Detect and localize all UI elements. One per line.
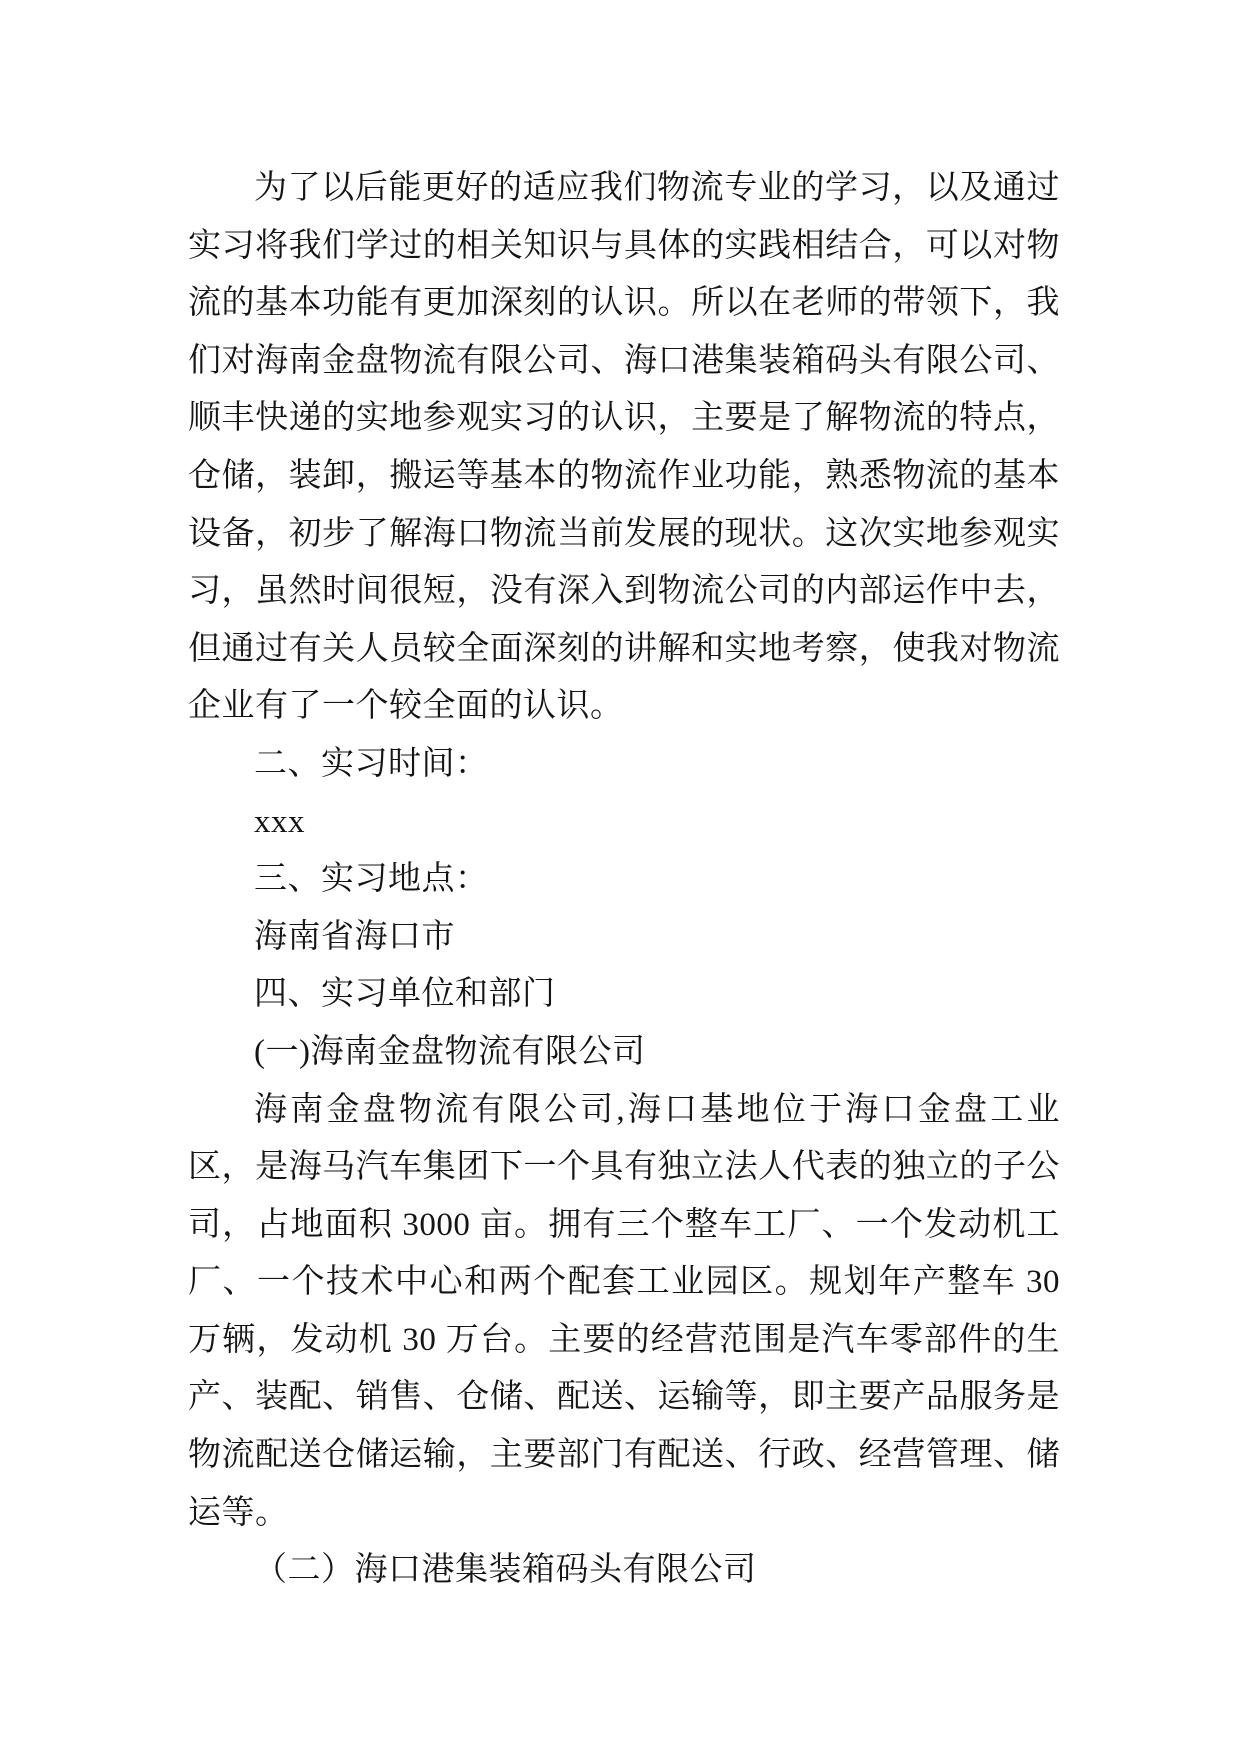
paragraph: 三、实习地点： — [254, 861, 489, 898]
paragraph: （二）海口港集装箱码头有限公司 — [254, 1552, 757, 1589]
paragraph: 海南省海口市 — [254, 918, 455, 955]
paragraph: 二、实习时间： — [254, 745, 489, 782]
paragraph: 海南金盘物流有限公司,海口基地位于海口金盘工业区，是海马汽车集团下一个具有独立法人代表的独立的子公司，占地面积 3000 亩。拥有三个整车工厂、一个发动机工厂、一个技术中心和两个配套工业园区。规划年产整车 30 万辆，发动机 30 万台。主要的经营范围是汽车零部件的生产、装配、销售、仓储、配送、运输等，即主要产品服务是物流配送仓储运输，主要部门有配送、行政、经营管理、储运等。 — [188, 1091, 1060, 1531]
paragraph: xxx — [254, 803, 305, 840]
paragraph: 为了以后能更好的适应我们物流专业的学习，以及通过实习将我们学过的相关知识与具体的实践相结合，可以对物流的基本功能有更加深刻的认识。所以在老师的带领下，我们对海南金盘物流有限公司、海口港集装箱码头有限公司、顺丰快递的实地参观实习的认识，主要是了解物流的特点，仓储，装卸，搬运等基本的物流作业功能，熟悉物流的基本设备，初步了解海口物流当前发展的现状。这次实地参观实习，虽然时间很短，没有深入到物流公司的内部运作中去，但通过有关人员较全面深刻的讲解和实地考察，使我对物流企业有了一个较全面的认识。 — [188, 170, 1060, 725]
document-body — [188, 160, 1060, 1600]
paragraph: 四、实习单位和部门 — [254, 976, 556, 1013]
paragraph: (一)海南金盘物流有限公司 — [254, 1033, 646, 1070]
